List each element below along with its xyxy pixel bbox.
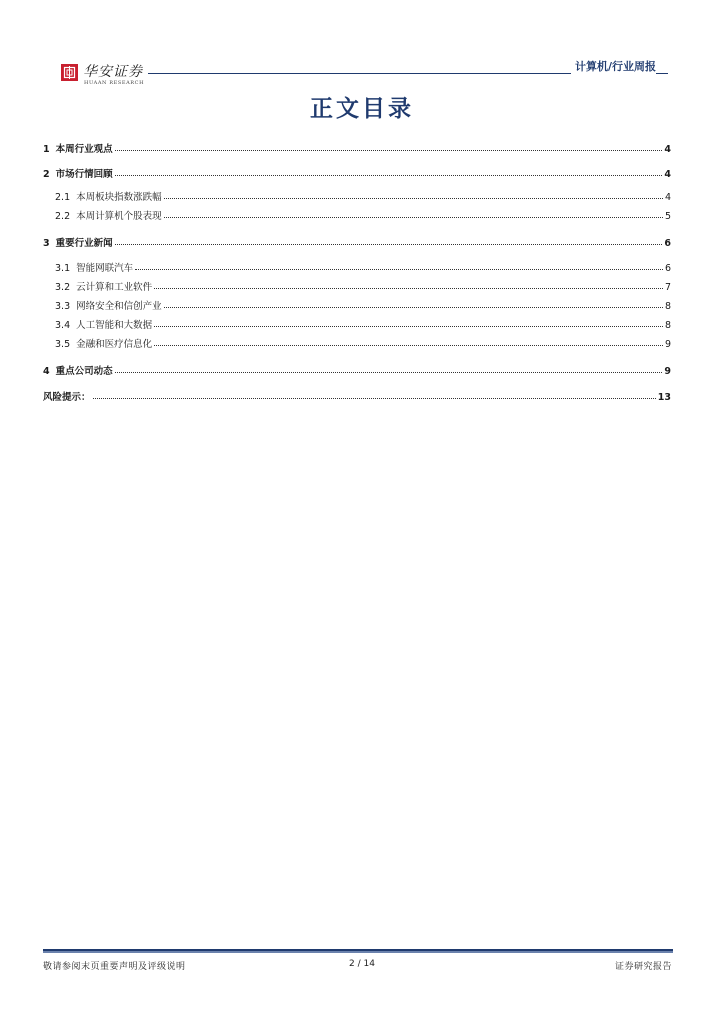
toc-entry-page: 5: [664, 211, 671, 222]
toc-entry-title: 智能网联汽车: [76, 263, 134, 274]
toc-leader-dots: [115, 372, 663, 373]
toc-leader-dots: [154, 288, 663, 289]
huaan-logo-icon: [61, 64, 78, 81]
toc-entry[interactable]: [43, 363, 671, 377]
toc-leader-dots: [164, 217, 663, 218]
toc-entry[interactable]: [43, 189, 671, 203]
toc-entry[interactable]: [43, 389, 671, 403]
footer-disclaimer: 敬请参阅末页重要声明及评级说明: [43, 962, 186, 972]
toc-leader-dots: [154, 326, 663, 327]
logo-text-en: HUAAN RESEARCH: [84, 80, 145, 86]
toc-leader-dots: [154, 345, 663, 346]
toc-leader-dots: [115, 244, 663, 245]
toc-entry-title: 重点公司动态: [55, 366, 113, 377]
report-category: 计算机/行业周报: [571, 58, 656, 74]
toc-entry-number: 2: [43, 169, 50, 180]
toc-entry-title: 市场行情回顾: [55, 169, 113, 180]
page-header: [58, 58, 668, 92]
toc-entry-page: 7: [664, 282, 671, 293]
toc-entry-title: 风险提示：: [43, 392, 91, 403]
footer-rule: [43, 949, 673, 953]
toc-entry-number: 3.4: [55, 320, 71, 331]
toc-entry-title: 云计算和工业软件: [76, 282, 153, 293]
toc-entry-title: 本周板块指数涨跌幅: [76, 192, 162, 203]
toc-leader-dots: [135, 269, 663, 270]
toc-entry-number: 3.3: [55, 301, 71, 312]
toc-entry[interactable]: [43, 317, 671, 331]
toc-entry-number: 3.1: [55, 263, 71, 274]
toc-entry-number: 3: [43, 238, 50, 249]
toc-entry-title: 重要行业新闻: [55, 238, 113, 249]
page-title: 正文目录: [310, 95, 414, 122]
toc-entry-page: 9: [664, 366, 671, 377]
toc-entry[interactable]: [43, 336, 671, 350]
toc-entry-page: 8: [664, 320, 671, 331]
toc-entry-title: 人工智能和大数据: [76, 320, 153, 331]
toc-leader-dots: [164, 198, 663, 199]
toc-entry[interactable]: [43, 279, 671, 293]
toc-entry-title: 网络安全和信创产业: [76, 301, 162, 312]
logo-text-cn: 华安证券: [83, 64, 143, 80]
toc-entry-page: 4: [664, 169, 671, 180]
toc-entry-page: 8: [664, 301, 671, 312]
toc-leader-dots: [115, 150, 663, 151]
toc-entry[interactable]: [43, 260, 671, 274]
toc-leader-dots: [164, 307, 663, 308]
toc-entry-title: 本周行业观点: [55, 144, 113, 155]
toc-entry-number: 3.2: [55, 282, 71, 293]
toc-entry-number: 3.5: [55, 339, 71, 350]
toc-entry-number: 2.1: [55, 192, 71, 203]
toc-entry-title: 本周计算机个股表现: [76, 211, 162, 222]
toc-entry-page: 4: [664, 192, 671, 203]
toc-entry[interactable]: [43, 208, 671, 222]
toc-entry[interactable]: [43, 298, 671, 312]
toc-entry-page: 6: [664, 238, 671, 249]
toc-entry-number: 4: [43, 366, 50, 377]
toc-entry[interactable]: [43, 166, 671, 180]
toc-entry-page: 13: [657, 392, 671, 403]
toc-entry-page: 9: [664, 339, 671, 350]
toc-entry-page: 6: [664, 263, 671, 274]
toc-entry-title: 金融和医疗信息化: [76, 339, 153, 350]
toc-entry[interactable]: [43, 235, 671, 249]
toc-leader-dots: [93, 398, 656, 399]
page-number: 2 / 14: [349, 959, 375, 969]
toc-entry[interactable]: [43, 141, 671, 155]
toc-entry-number: 2.2: [55, 211, 71, 222]
toc-entry-number: 1: [43, 144, 50, 155]
toc-entry-page: 4: [664, 144, 671, 155]
toc-leader-dots: [115, 175, 663, 176]
footer-report-type: 证券研究报告: [614, 962, 672, 972]
